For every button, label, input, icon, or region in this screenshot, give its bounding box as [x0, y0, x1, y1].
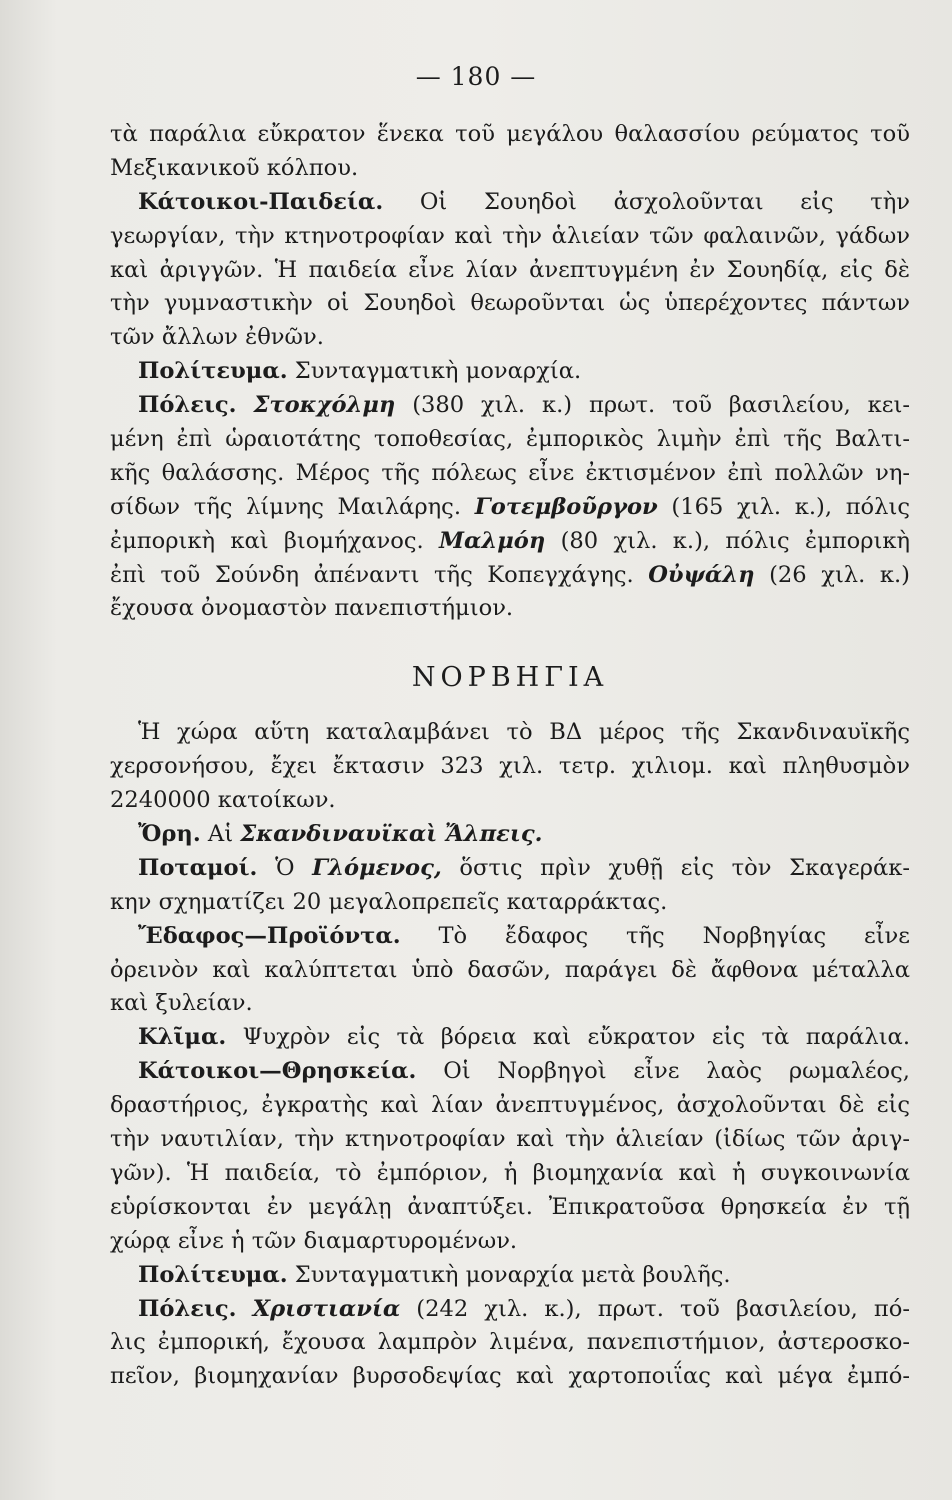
paragraph-religion	[110, 1055, 910, 1089]
paragraph-cities	[110, 1293, 910, 1327]
text-run: ὅστις πρὶν χυθῇ εἰς τὸν Σκαγεράκ-	[441, 854, 910, 881]
text-run: (80 χιλ. κ.), πόλις ἐμπορικὴ	[545, 527, 910, 554]
rubric: Πόλεις.	[138, 1295, 237, 1322]
text-line: χώρᾳ εἶνε ἡ τῶν διαμαρτυρομένων.	[110, 1227, 518, 1254]
rubric: Πολίτευμα.	[138, 358, 288, 385]
text-run: (380 χιλ. κ.) πρωτ. τοῦ βασιλείου, κει-	[395, 392, 910, 419]
text-run: ἐπὶ τοῦ Σούνδη ἀπέναντι τῆς Κοπεγχάγης.	[110, 561, 649, 588]
text-line: χερσονήσου, ἔχει ἔκτασιν 323 χιλ. τετρ. χιλιομ. καὶ πληθυσμὸν	[110, 753, 910, 780]
text-line: ὀρεινὸν καὶ καλύπτεται ὑπὸ δασῶν, παράγει δὲ ἄφθονα μέταλλα	[110, 956, 910, 983]
text-line: μένη ἐπὶ ὡραιοτάτης τοποθεσίας, ἐμπορικὸς λιμὴν ἐπὶ τῆς Βαλτι-	[110, 426, 910, 453]
text-run: Οἱ Νορβηγοὶ εἶνε λαὸς ρωμαλέος,	[416, 1058, 910, 1085]
text-line: Μεξικανικοῦ κόλπου.	[110, 154, 359, 181]
paragraph-soil	[110, 920, 910, 954]
rubric: Ποταμοί.	[138, 854, 258, 881]
text-run: Συνταγματικὴ μοναρχία μετὰ βουλῆς.	[287, 1261, 731, 1288]
text-run: (26 χιλ. κ.)	[754, 561, 910, 588]
text-run: Οἱ Σουηδοὶ ἀσχολοῦνται εἰς τὴν	[383, 188, 910, 215]
rubric: Ὄρη.	[138, 821, 201, 848]
river-name: Γλόμενος,	[312, 854, 442, 881]
text-run: σίδων τῆς λίμνης Μαιλάρης.	[110, 493, 475, 520]
city-name: Στοκχόλμη	[253, 392, 396, 419]
text-line: τὴν γυμναστικὴν οἱ Σουηδοὶ θεωροῦνται ὡς ὑπερέχοντες πάντων	[110, 290, 910, 317]
mountain-name: Σκανδιναυϊκαὶ Ἄλπεις.	[240, 821, 543, 848]
text-line: ἔχουσα ὀνομαστὸν πανεπιστήμιον.	[110, 595, 514, 622]
text-line: κῆς θαλάσσης. Μέρος τῆς πόλεως εἶνε ἐκτισμένον ἐπὶ πολλῶν νη-	[110, 459, 910, 486]
text-line: κην σχηματίζει 20 μεγαλοπρεπεῖς καταρράκτας.	[110, 888, 668, 915]
text-line: καὶ ἀριγγῶν. Ἡ παιδεία εἶνε λίαν ἀνεπτυγμένη ἐν Σουηδίᾳ, εἰς δὲ	[110, 256, 910, 283]
page-number: — 180 —	[415, 62, 537, 91]
paragraph-government	[110, 1259, 910, 1293]
text-run: Αἱ	[200, 821, 241, 848]
text-run: ἐμπορικὴ καὶ βιομήχανος.	[110, 527, 440, 554]
text-line: εὑρίσκονται ἐν μεγάλῃ ἀναπτύξει. Ἐπικρατοῦσα θρησκεία ἐν τῇ	[110, 1193, 910, 1220]
text-run: Τὸ ἔδαφος τῆς Νορβηγίας εἶνε	[400, 922, 910, 949]
rubric: Πολίτευμα.	[138, 1261, 288, 1288]
text-run: (242 χιλ. κ.), πρωτ. τοῦ βασιλείου, πό-	[400, 1295, 910, 1322]
paragraph-government	[110, 355, 910, 389]
paragraph-climate	[110, 1021, 910, 1055]
text-line: Ἡ χώρα αὕτη καταλαμβάνει τὸ ΒΔ μέρος τῆς Σκανδιναυϊκῆς	[138, 719, 910, 746]
rubric: Κάτοικοι—Θρησκεία.	[138, 1058, 417, 1085]
text-run: (165 χιλ. κ.), πόλις	[657, 493, 910, 520]
text-line: καὶ ξυλείαν.	[110, 990, 253, 1017]
paragraph-inhabitants	[110, 186, 910, 220]
paragraph-cities	[110, 389, 910, 423]
text-line: τῶν ἄλλων ἐθνῶν.	[110, 324, 324, 351]
city-name: Χριστιανία	[252, 1295, 401, 1322]
text-line: γῶν). Ἡ παιδεία, τὸ ἐμπόριον, ἡ βιομηχανία καὶ ἡ συγκοινωνία	[110, 1159, 910, 1186]
text-line: λις ἐμπορική, ἔχουσα λαμπρὸν λιμένα, πανεπιστήμιον, ἀστεροσκο-	[110, 1329, 910, 1356]
text-line: γεωργίαν, τὴν κτηνοτροφίαν καὶ τὴν ἁλιείαν τῶν φαλαινῶν, γάδων	[110, 222, 910, 249]
text-run: Ψυχρὸν εἰς τὰ βόρεια καὶ εὔκρατον εἰς τὰ παράλια.	[226, 1024, 910, 1051]
text-line: 2240000 κατοίκων.	[110, 787, 336, 814]
city-name: Οὐψάλη	[648, 561, 755, 588]
rubric: Κάτοικοι-Παιδεία.	[138, 188, 384, 215]
section-title: ΝΟΡΒΗΓΙΑ	[411, 662, 609, 694]
text-line	[110, 525, 910, 559]
text-line: τὰ παράλια εὔκρατον ἕνεκα τοῦ μεγάλου θαλασσίου ρεύματος τοῦ	[110, 121, 910, 147]
text-run: Ὁ	[257, 854, 313, 881]
paragraph-mountains	[110, 818, 910, 852]
rubric: Ἔδαφος—Προϊόντα.	[138, 922, 401, 949]
city-name: Μαλμόη	[439, 527, 546, 554]
text-line: πεῖον, βιομηχανίαν βυρσοδεψίας καὶ χαρτοποιΐας καὶ μέγα ἐμπό-	[110, 1363, 910, 1390]
rubric: Κλῖμα.	[138, 1024, 227, 1051]
text-run: Συνταγματικὴ μοναρχία.	[287, 358, 582, 385]
rubric: Πόλεις.	[138, 392, 237, 419]
text-line	[110, 559, 910, 593]
city-name: Γοτεμβοῦργον	[474, 493, 658, 520]
text-line: τὴν ναυτιλίαν, τὴν κτηνοτροφίαν καὶ τὴν ἁλιείαν (ἰδίως τῶν ἀριγ-	[110, 1126, 910, 1153]
page-text	[110, 118, 910, 1394]
text-line: δραστήριος, ἐγκρατὴς καὶ λίαν ἀνεπτυγμένος, ἀσχολοῦνται δὲ εἰς	[110, 1092, 910, 1119]
paragraph-rivers	[110, 852, 910, 886]
text-line	[110, 491, 910, 525]
